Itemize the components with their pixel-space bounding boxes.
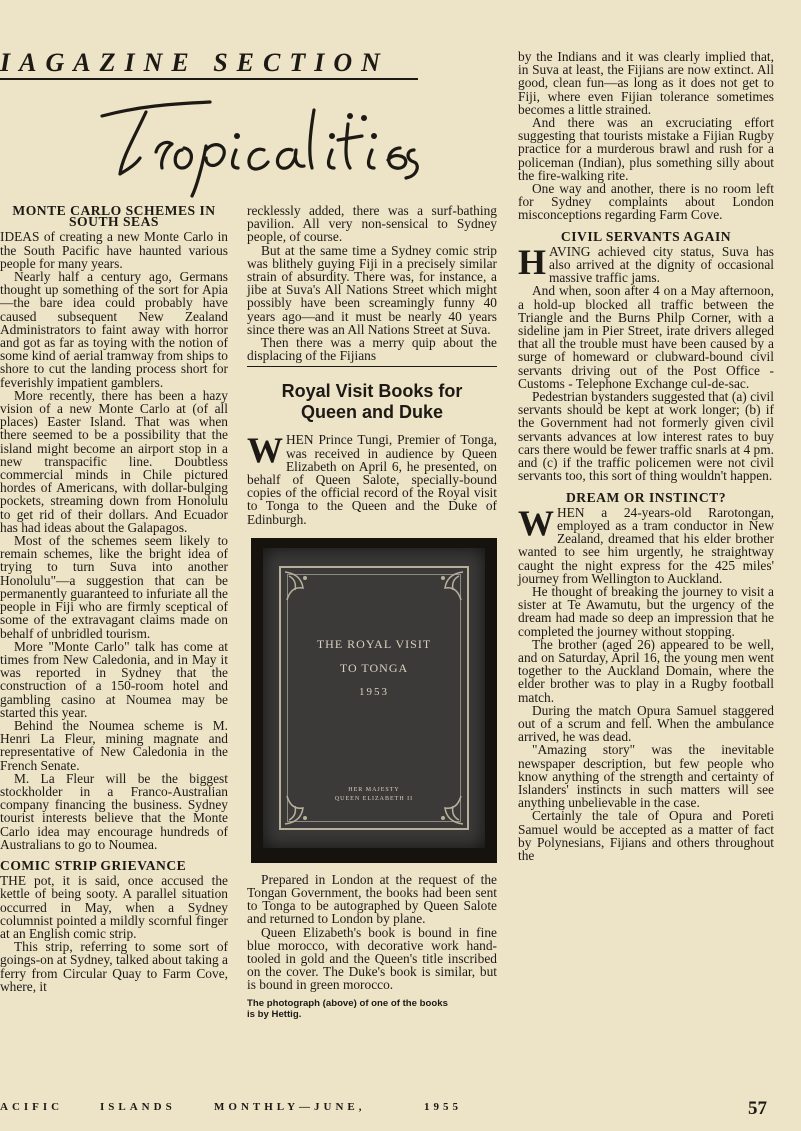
paragraph: But at the same time a Sydney comic strip was blithely guying Fiji in a precisely similar strain of absurdity. There was, for instance, a jibe at Suva's All Nations Street which might possibly have been screamingly funny 40 years ago—and it must be nearly 40 years since there was an All Nations Street at Suva.: [247, 242, 497, 337]
lead-paragraph: [518, 241, 774, 286]
article-heading-royal-visit: [247, 381, 497, 423]
middle-column: [247, 204, 497, 1020]
paragraph: Behind the Noumea scheme is M. Henri La Fleur, mining magnate and representative of New Caledonia in the French Senate.: [0, 717, 228, 773]
paragraph: Certainly the tale of Opura and Poreti Samuel would be accepted as a matter of fact by Polynesians, Fijians and others throughout the: [518, 808, 774, 863]
paragraph: The brother (aged 26) appeared to be well, and on Saturday, April 16, the young men went together to the Auckland Domain, where the elder brother was to play in a Rugby football match.: [518, 636, 774, 705]
top-rule: [0, 78, 418, 80]
paragraph: And there was an excruciating effort suggesting that tourists mistake a Fijian Rugby practice for a murderous brawl and rush for a policeman (Indian), plus something silly about the fire-walking rite.: [518, 115, 774, 183]
drop-cap: H: [518, 241, 547, 282]
paragraph: One way and another, there is no room left for Sydney complaints about London misconceptions regarding Farm Cove.: [518, 181, 774, 223]
paragraph: Then there was a merry quip about the displacing of the Fijians: [247, 335, 497, 364]
article-heading-dream: DREAM OR INSTINCT?: [565, 489, 727, 505]
book-subtitle: HER MAJESTY: [348, 786, 400, 793]
paragraph: He thought of breaking the journey to visit a sister at Te Awamutu, but the urgency of the dream had made so deep an impression that he completed the journey without stopping.: [518, 583, 774, 639]
book-cover: [263, 548, 485, 848]
paragraph: "Amazing story" was the inevitable newspaper description, but few people who know anything of the strength and certainty of Islanders' instincts in such matters will see anything unbelievable in the case.: [518, 742, 774, 811]
civil-lead: [518, 241, 774, 286]
lead-text: HEN a 24-years-old Rarotongan, employed as a tram conductor in New Zealand, dreamed that his elder brother wanted to see him urgently, he straightway caught the night express for the 425 miles' journey from Wellington to Auckland.: [518, 504, 774, 586]
lead-text: AVING achieved city status, Suva has also arrived at the dignity of occasional massive traffic jams.: [549, 243, 774, 286]
heading-line: MONTE CARLO SCHEMES IN: [12, 203, 216, 218]
paragraph: M. La Fleur will be the biggest stockholder in a Franco-Australian company financing the business. Sydney tourist interests believe that the Monte Carlo idea may encourage hundreds of Australians to go to Noumea.: [0, 770, 228, 852]
paragraph: Nearly half a century ago, Germans thought up something of the sort for Apia—the bare idea could probably have caused subsequent New Zealand Administrators to faint away with horror and got as far as toying with the notion of some kind of aerial tramway from ships to shore to cut the landing process short for feverishly impatient gamblers.: [0, 269, 228, 390]
article-heading-civil-servants: CIVIL SERVANTS AGAIN: [560, 228, 732, 244]
paragraph: by the Indians and it was clearly implied that, in Suva at least, the Fijians are now extinct. All good, clean fun—as long as it does not get to Fiji, where even Fijian tolerance sometimes becomes a little strained.: [518, 49, 774, 117]
ornament-icon: [429, 570, 465, 606]
drop-cap: W: [247, 430, 283, 471]
dream-lead: [518, 502, 774, 586]
footer-pacific: ACIFIC: [0, 1101, 64, 1113]
paragraph: This strip, referring to some sort of goings-on at Sydney, talked about taking a ferry from Circular Quay to Farm Cove, where, it: [0, 939, 228, 994]
drop-cap: W: [518, 502, 554, 543]
footer-year: 1955: [424, 1101, 462, 1113]
ornament-icon: [283, 570, 319, 606]
credit-line: is by Hettig.: [247, 1008, 302, 1020]
credit-line: The photograph (above) of one of the books: [247, 997, 448, 1009]
book-year: 1953: [359, 685, 389, 698]
book-subtitle: QUEEN ELIZABETH II: [334, 795, 414, 802]
tropicalities-masthead-logo: [100, 88, 420, 198]
paragraph: recklessly added, there was a surf-bathing pavilion. All very non-sensical to Sydney people, of course.: [247, 203, 497, 245]
paragraph: THE pot, it is said, once accused the kettle of being sooty. A parallel situation occurred in May, when a Sydney columnist pointed a mildly scornful finger at an English comic strip.: [0, 873, 228, 941]
book-title: THE ROYAL VISIT: [316, 636, 432, 651]
paragraph: Prepared in London at the request of the Tongan Government, the books had been sent to Tonga to be autographed by Queen Salote and returned to London by plane.: [247, 871, 497, 927]
book-photograph: [251, 538, 497, 863]
book-title: TO TONGA: [339, 660, 409, 675]
lead-paragraph: [247, 430, 497, 527]
right-column: [518, 50, 774, 862]
paragraph: Pedestrian bystanders suggested that (a) civil servants should be kept at work longer; (b) if the Government had not formerly given civil servants advances at low interest rates to buy cars there would be fewer traffic snarls at 4 pm. and (c) if the traffic policemen were not civil servants too, this sort of thing wouldn't happen.: [518, 389, 774, 484]
lead-paragraph: [518, 502, 774, 586]
divider-rule: [247, 366, 497, 367]
left-column: [0, 204, 228, 993]
paragraph: More recently, there has been a hazy vision of a new Monte Carlo at (of all places) Easter Island. That was when there seemed to be a possibility that the island might become an airport stop in a new transpacific line. Doubtless commercial minds in Chile pictured hordes of Americans, with dollar-bulging pockets, streaming down from Honolulu to get rid of their dollars. And Ecuador has had ideas about the Galapagos.: [0, 387, 228, 535]
paragraph: Most of the schemes seem likely to remain schemes, like the bright idea of trying to turn Suva into another Honolulu"—a suggestion that can be permanently guaranteed to infuriate all the people in Fiji who are firmly sceptical of some of the extravagant claims made on behalf of unbridled tourism.: [0, 533, 228, 641]
section-title: IAGAZINE SECTION: [0, 48, 389, 77]
lead-text: HEN Prince Tungi, Premier of Tonga, was received in audience by Queen Elizabeth on April 6, he presented, on behalf of Queen Salote, specially-bound copies of the official record of the Royal visit to Tonga to the Queen and the Duke of Edinburgh.: [247, 432, 497, 527]
heading-line: SOUTH SEAS: [69, 214, 159, 230]
article-heading-comic-strip: COMIC STRIP GRIEVANCE: [0, 857, 187, 873]
heading-line: Queen and Duke: [300, 402, 444, 423]
footer-islands: ISLANDS: [100, 1101, 176, 1113]
page-number: 57: [748, 1098, 767, 1119]
page-footer: [0, 1095, 700, 1119]
heading-line: Royal Visit Books for: [281, 381, 463, 402]
paragraph: More "Monte Carlo" talk has come at times from New Caledonia, and in May it was reported in Sydney that the construction of a 150-room hotel and gambling casino at Noumea may be started this year.: [0, 638, 228, 720]
article-heading-monte-carlo: [0, 204, 228, 228]
royal-lead: [247, 430, 497, 527]
photo-credit: [247, 998, 497, 1020]
paragraph: Queen Elizabeth's book is bound in fine blue morocco, with decorative work hand-tooled in gold and the Queen's title inscribed on the cover. The Duke's book is similar, but is bound in green morocco.: [247, 924, 497, 993]
paragraph: And when, soon after 4 on a May afternoon, a hold-up blocked all traffic between the Triangle and the Burns Philp Corner, with a sideline jam in Pier Street, irate drivers alleged that all the trouble must have been caused by a surge of homeward or clubward-bound civil servants driving out of the Post Office - Customs - Telephone Exchange cul-de-sac.: [518, 283, 774, 391]
paragraph: IDEAS of creating a new Monte Carlo in the South Pacific have haunted various people for many years.: [0, 229, 228, 271]
footer-monthly: MONTHLY—JUNE,: [214, 1101, 366, 1113]
paragraph: During the match Opura Samuel staggered out of a scrum and fell. When the ambulance arrived, he was dead.: [518, 702, 774, 745]
